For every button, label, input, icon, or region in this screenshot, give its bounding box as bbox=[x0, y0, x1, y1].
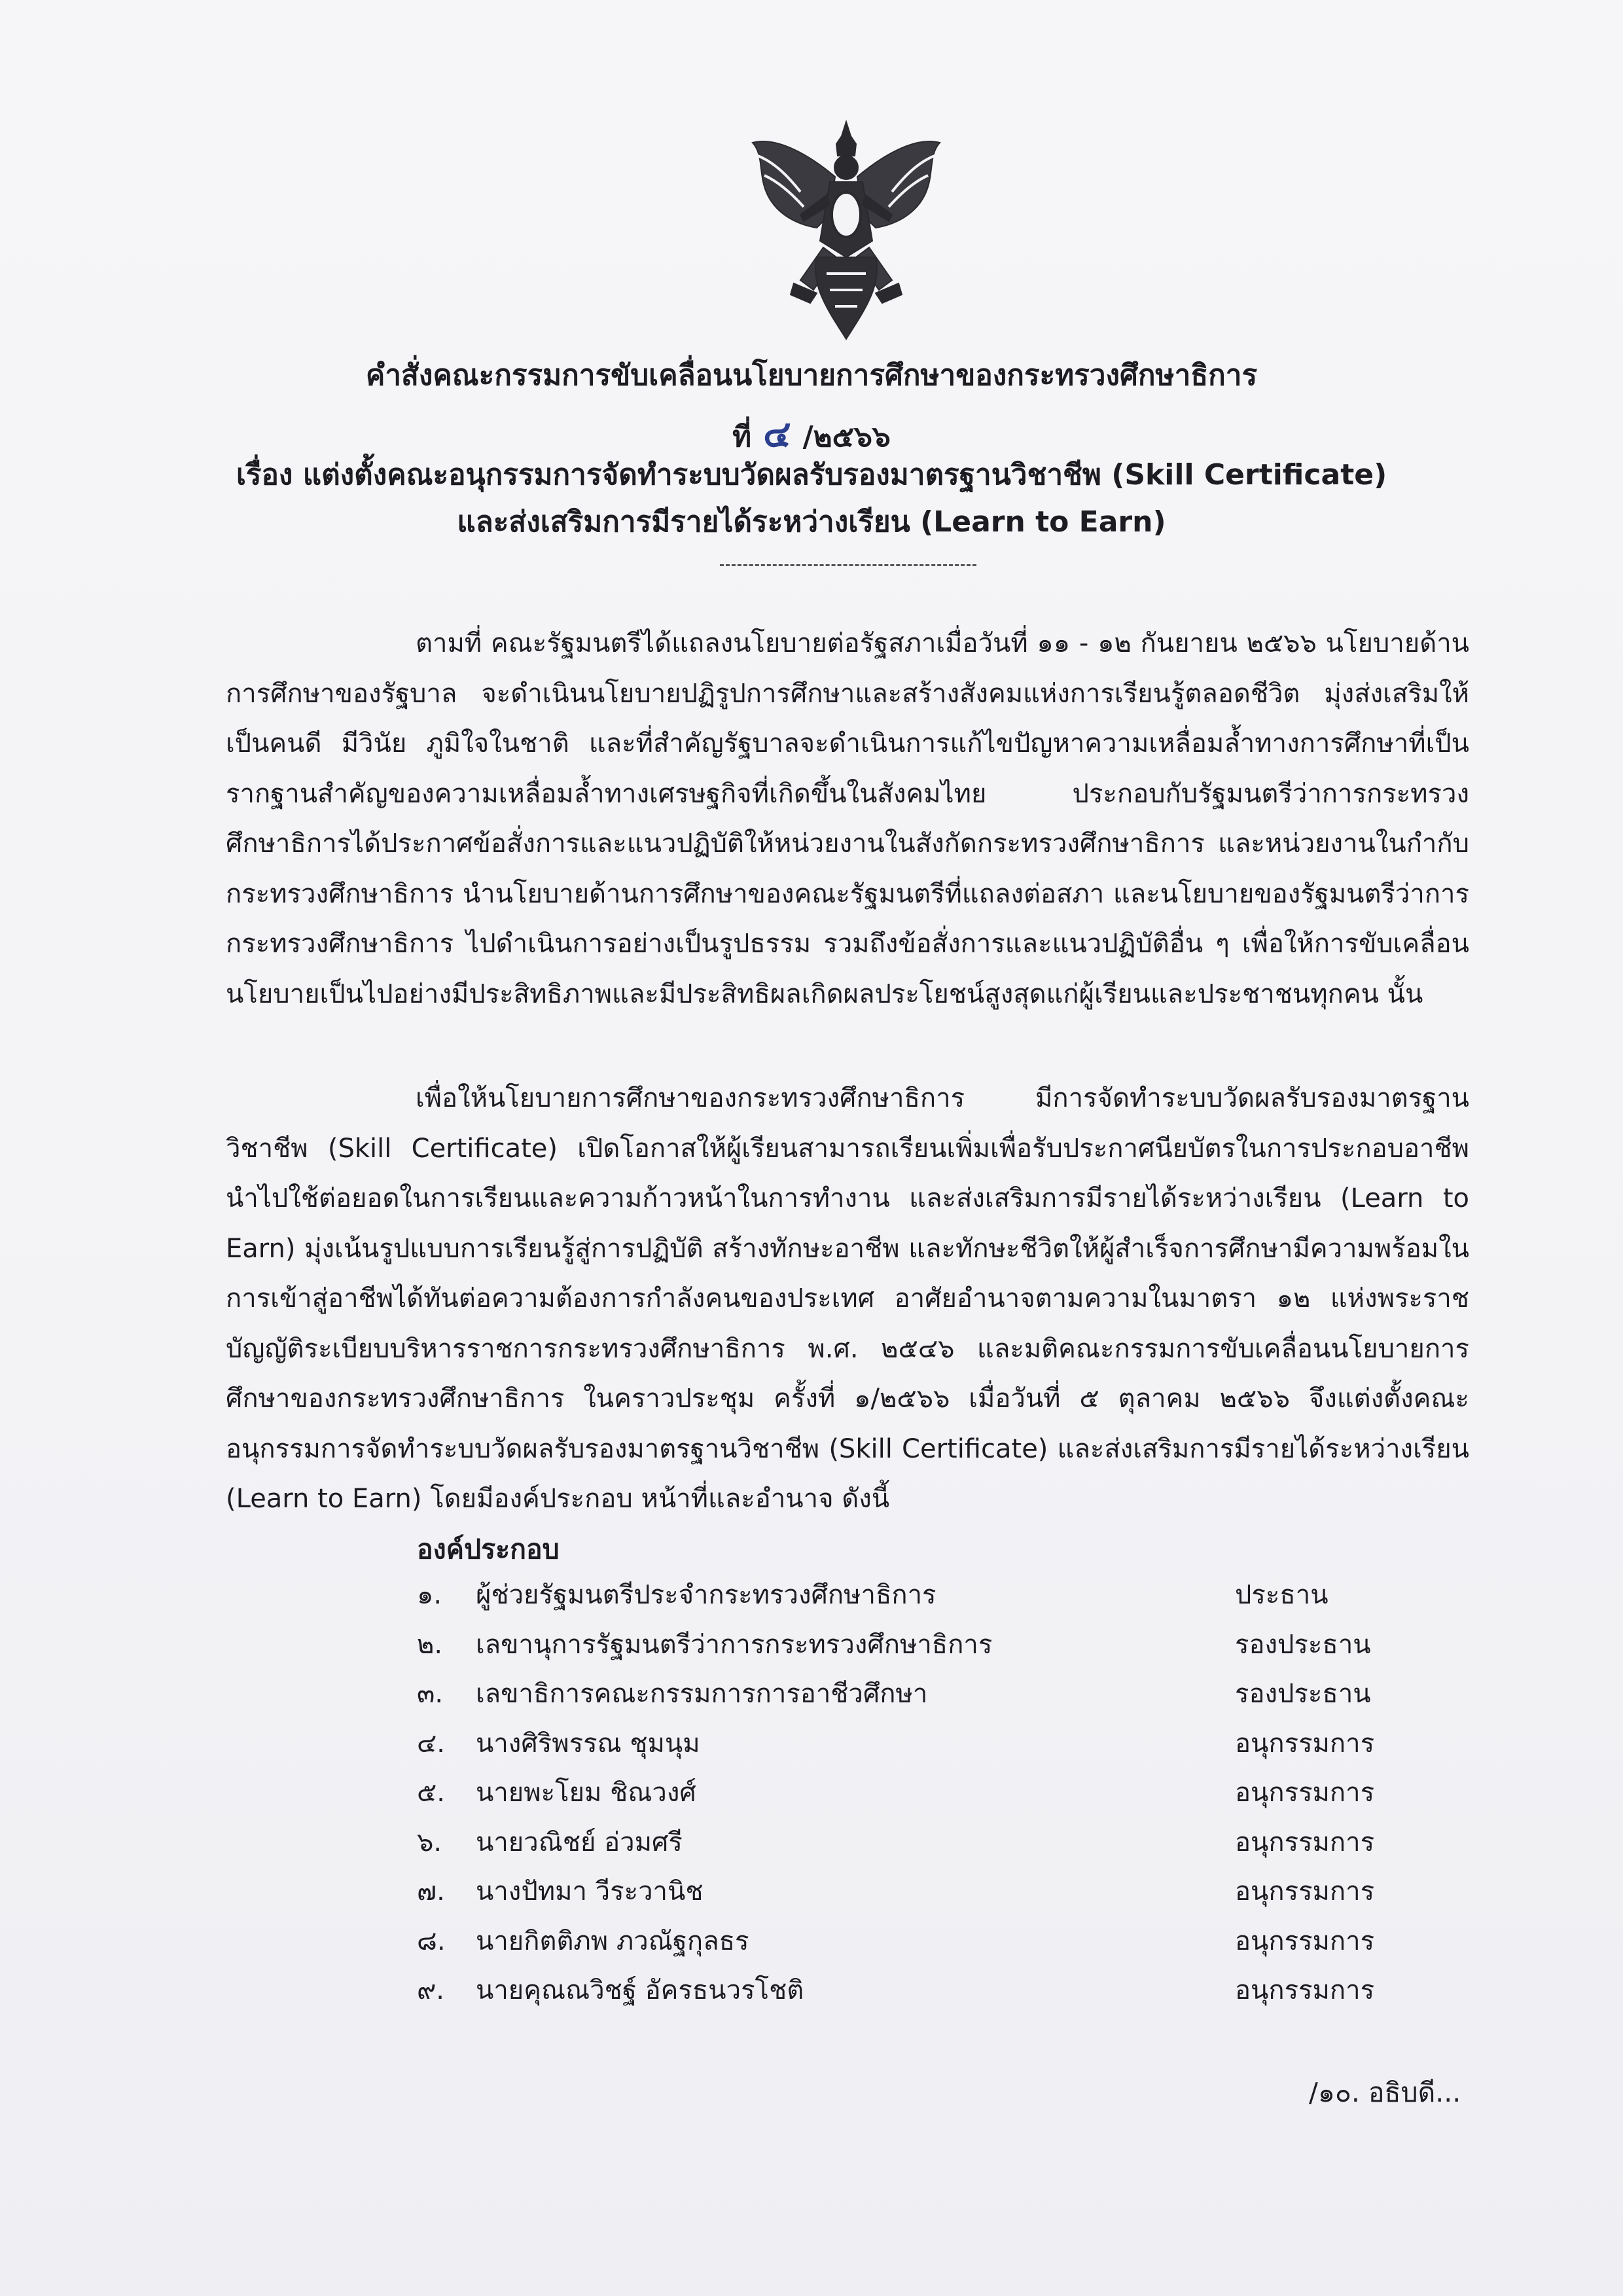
composition-heading: องค์ประกอบ bbox=[417, 1534, 560, 1565]
paragraph-1 bbox=[226, 619, 1469, 1019]
garuda-emblem-icon bbox=[738, 117, 954, 346]
member-name: นายพะโยม ชิณวงศ์ bbox=[476, 1778, 696, 1808]
member-role: ประธาน bbox=[1235, 1580, 1329, 1610]
order-number-prefix: ที่ bbox=[732, 420, 752, 454]
member-name: ผู้ช่วยรัฐมนตรีประจำกระทรวงศึกษาธิการ bbox=[476, 1580, 936, 1610]
list-item bbox=[417, 1917, 1490, 1967]
list-item bbox=[417, 1768, 1490, 1818]
member-name: นายกิตติภพ ภวณัฐกุลธร bbox=[476, 1926, 749, 1956]
paragraph-1-text: ตามที่ คณะรัฐมนตรีได้แถลงนโยบายต่อรัฐสภาเมื่อวันที่ ๑๑ - ๑๒ กันยายน ๒๕๖๖ นโยบายด้านการศึกษาของรัฐบาล จะดำเนินนโยบายปฏิรูปการศึกษาและสร้างสังคมแห่งการเรียนรู้ตลอดชีวิต มุ่งส่งเสริมให้เป็นคนดี มีวินัย ภูมิใจในชาติ และที่สำคัญรัฐบาลจะดำเนินการแก้ไขปัญหาความเหลื่อมล้ำทางการศึกษาที่เป็นรากฐานสำคัญของความเหลื่อมล้ำทางเศรษฐกิจที่เกิดขึ้นในสังคมไทย ประกอบกับรัฐมนตรีว่าการกระทรวงศึกษาธิการได้ประกาศข้อสั่งการและแนวปฏิบัติให้หน่วยงานในสังกัดกระทรวงศึกษาธิการ และหน่วยงานในกำกับกระทรวงศึกษาธิการ นำนโยบายด้านการศึกษาของคณะรัฐมนตรีที่แถลงต่อสภา และนโยบายของรัฐมนตรีว่าการกระทรวงศึกษาธิการ ไปดำเนินการอย่างเป็นรูปธรรม รวมถึงข้อสั่งการและแนวปฏิบัติอื่น ๆ เพื่อให้การขับเคลื่อนนโยบายเป็นไปอย่างมีประสิทธิภาพและมีประสิทธิผลเกิดผลประโยชน์สูงสุดแก่ผู้เรียนและประชาชนทุกคน นั้น bbox=[226, 628, 1469, 1009]
order-number bbox=[0, 404, 1623, 463]
list-item bbox=[417, 1818, 1490, 1868]
subject-line-2: และส่งเสริมการมีรายได้ระหว่างเรียน (Learn to Earn) bbox=[457, 505, 1166, 539]
member-role: รองประธาน bbox=[1235, 1629, 1371, 1660]
list-item bbox=[417, 1621, 1490, 1670]
member-name: เลขาธิการคณะกรรมการการอาชีวศึกษา bbox=[476, 1679, 928, 1709]
member-number: ๖. bbox=[417, 1827, 442, 1857]
member-role: อนุกรรมการ bbox=[1235, 1778, 1375, 1808]
list-item bbox=[417, 1571, 1490, 1621]
order-title: คำสั่งคณะกรรมการขับเคลื่อนนโยบายการศึกษาของกระทรวงศึกษาธิการ bbox=[365, 359, 1258, 392]
member-name: เลขานุการรัฐมนตรีว่าการกระทรวงศึกษาธิการ bbox=[476, 1629, 993, 1660]
handwritten-number: ๔ bbox=[763, 413, 791, 456]
page-continuation: /๑๐. อธิบดี... bbox=[1309, 2077, 1461, 2108]
member-number: ๙. bbox=[417, 1975, 445, 2005]
paragraph-2 bbox=[226, 1073, 1469, 1524]
member-number: ๑. bbox=[417, 1580, 442, 1610]
member-name: นายวณิชย์ อ่วมศรี bbox=[476, 1827, 683, 1857]
subject-line-1: เรื่อง แต่งตั้งคณะอนุกรรมการจัดทำระบบวัดผลรับรองมาตรฐานวิชาชีพ (Skill Certificate) bbox=[236, 458, 1387, 492]
paragraph-2-text: เพื่อให้นโยบายการศึกษาของกระทรวงศึกษาธิการ มีการจัดทำระบบวัดผลรับรองมาตรฐานวิชาชีพ (Skill Certificate) เปิดโอกาสให้ผู้เรียนสามารถเรียนเพิ่มเพื่อรับประกาศนียบัตรในการประกอบอาชีพ นำไปใช้ต่อยอดในการเรียนและความก้าวหน้าในการทำงาน และส่งเสริมการมีรายได้ระหว่างเรียน (Learn to Earn) มุ่งเน้นรูปแบบการเรียนรู้สู่การปฏิบัติ สร้างทักษะอาชีพ และทักษะชีวิตให้ผู้สำเร็จการศึกษามีความพร้อมในการเข้าสู่อาชีพได้ทันต่อความต้องการกำลังคนของประเทศ อาศัยอำนาจตามความในมาตรา ๑๒ แห่งพระราชบัญญัติระเบียบบริหารราชการกระทรวงศึกษาธิการ พ.ศ. ๒๕๔๖ และมติคณะกรรมการขับเคลื่อนนโยบายการศึกษาของกระทรวงศึกษาธิการ ในคราวประชุม ครั้งที่ ๑/๒๕๖๖ เมื่อวันที่ ๕ ตุลาคม ๒๕๖๖ จึงแต่งตั้งคณะอนุกรรมการจัดทำระบบวัดผลรับรองมาตรฐานวิชาชีพ (Skill Certificate) และส่งเสริมการมีรายได้ระหว่างเรียน (Learn to Earn) โดยมีองค์ประกอบ หน้าที่และอำนาจ ดังนี้ bbox=[226, 1083, 1469, 1514]
member-number: ๕. bbox=[417, 1778, 445, 1808]
member-number: ๔. bbox=[417, 1728, 445, 1759]
order-number-suffix: /๒๕๖๖ bbox=[802, 420, 891, 454]
member-role: อนุกรรมการ bbox=[1235, 1926, 1375, 1956]
member-role: อนุกรรมการ bbox=[1235, 1975, 1375, 2005]
list-item bbox=[417, 1670, 1490, 1719]
member-number: ๗. bbox=[417, 1876, 445, 1907]
header-divider bbox=[720, 564, 976, 566]
member-role: อนุกรรมการ bbox=[1235, 1827, 1375, 1857]
member-name: นางปัทมา วีระวานิช bbox=[476, 1876, 704, 1907]
member-role: อนุกรรมการ bbox=[1235, 1728, 1375, 1759]
list-item bbox=[417, 1966, 1490, 2016]
list-item bbox=[417, 1867, 1490, 1917]
member-name: นายคุณณวิชฐ์ อัครธนวรโชติ bbox=[476, 1975, 804, 2005]
member-role: รองประธาน bbox=[1235, 1679, 1371, 1709]
member-number: ๒. bbox=[417, 1629, 443, 1660]
member-list bbox=[417, 1571, 1490, 2016]
list-item bbox=[417, 1719, 1490, 1769]
member-number: ๓. bbox=[417, 1679, 444, 1709]
member-role: อนุกรรมการ bbox=[1235, 1876, 1375, 1907]
member-name: นางศิริพรรณ ชุมนุม bbox=[476, 1728, 700, 1759]
member-number: ๘. bbox=[417, 1926, 446, 1956]
